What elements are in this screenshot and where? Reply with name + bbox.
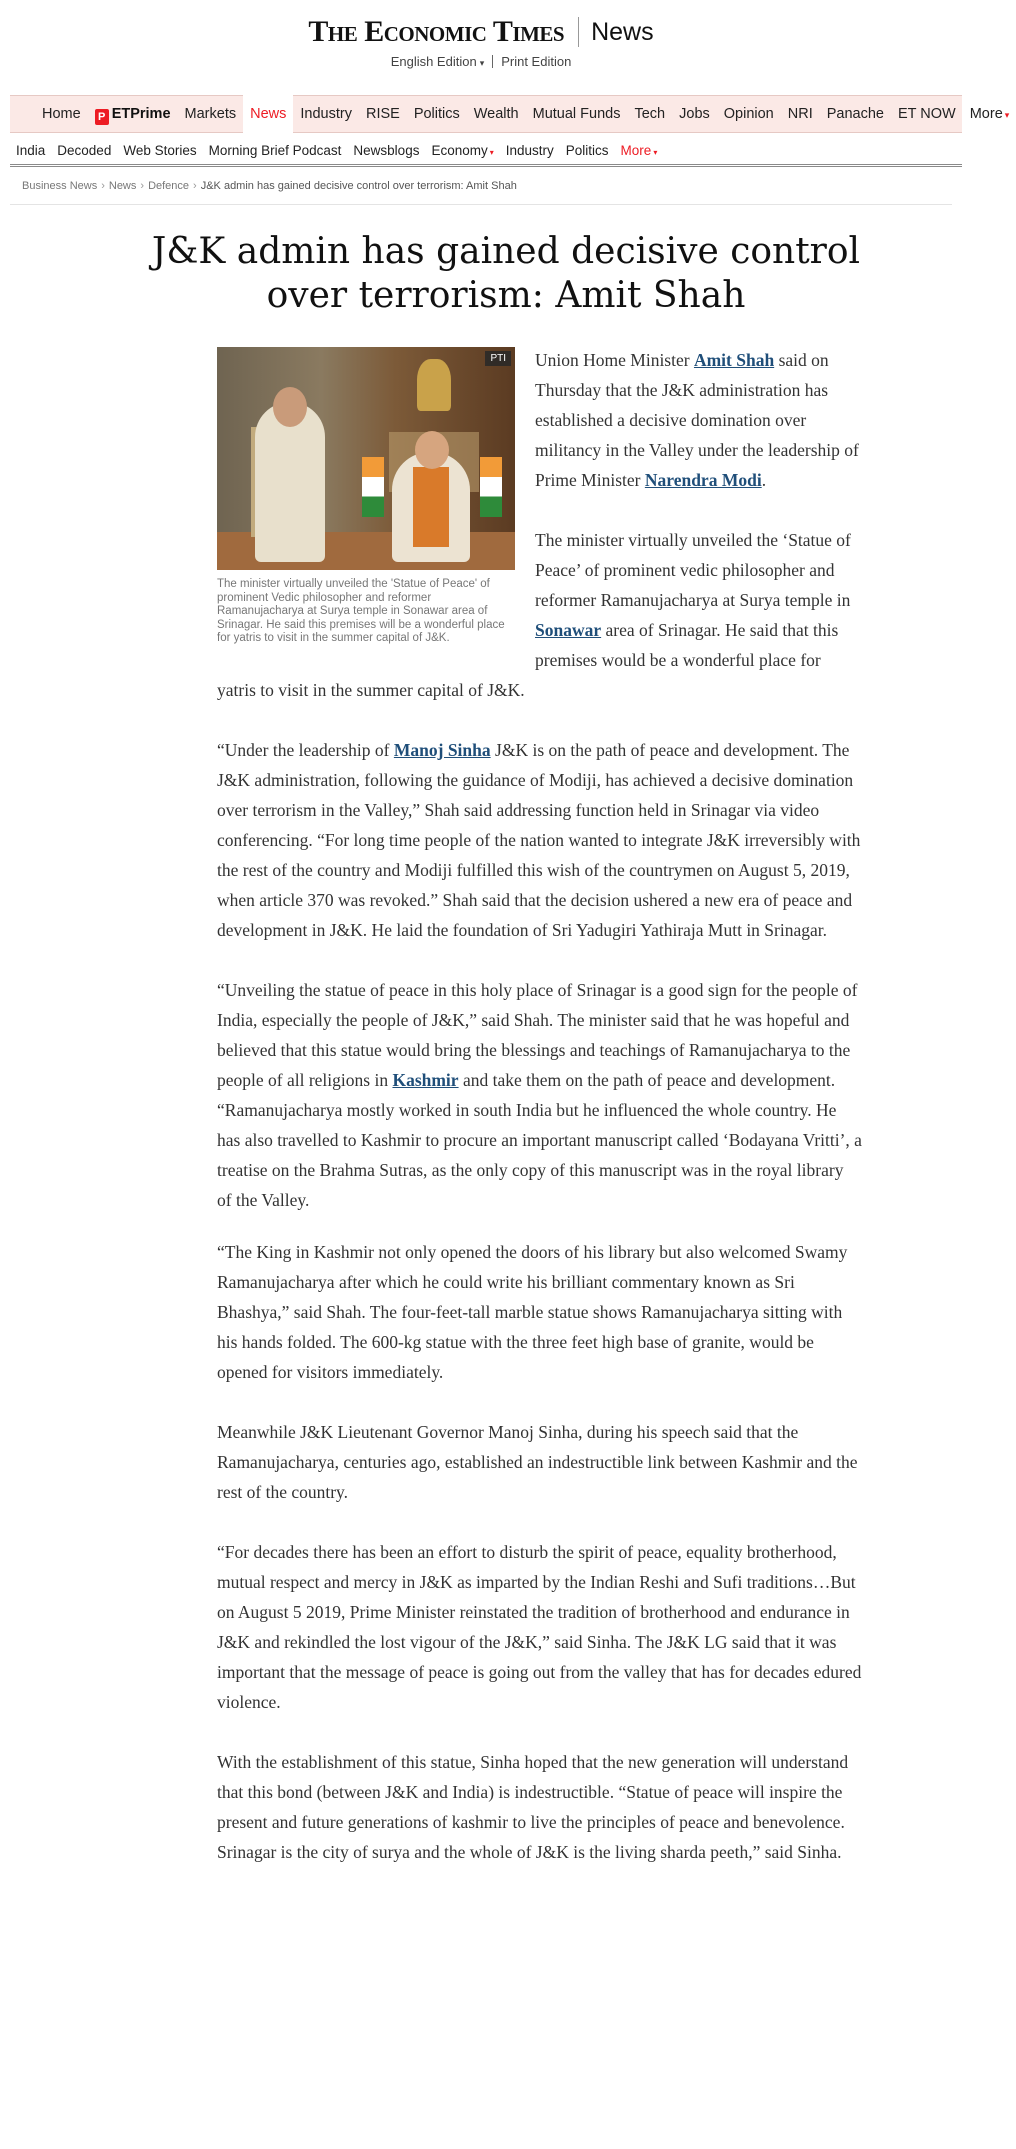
article-paragraph: “Unveiling the statue of peace in this holy place of Srinagar is a good sign for the people of India, especially the people of J&K,” said Shah. The minister said that he was hopeful and believed that this statue would bring the blessings and teachings of Ramanujacharya to the people of all religions in Kashmir and take them on the path of peace and development. “Ramanujacharya mostly worked in south India but he influenced the whole country. He has also travelled to Kashmir to procure an important manuscript called ‘Bodayana Vritti’, a treatise on the Brahma Sutras, as the only copy of this manuscript was in the royal library of the Valley. xyxy=(217,980,862,1210)
nav-etprime-label: ETPrime xyxy=(111,106,171,122)
breadcrumb-current: J&K admin has gained decisive control over terrorism: Amit Shah xyxy=(200,180,517,192)
nav-industry[interactable]: Industry xyxy=(300,106,352,122)
nav-home[interactable]: Home xyxy=(42,106,81,122)
subnav-economy-label: Economy xyxy=(431,143,488,158)
article-paragraph: Union Home Minister Amit Shah said on Thursday that the J&K administration has established a decisive domination over militancy in the Valley under the leadership of Prime Minister Narendra Modi. xyxy=(535,350,859,490)
nav-tech[interactable]: Tech xyxy=(634,106,666,122)
edition-switcher xyxy=(0,54,962,69)
nav-mutual-funds[interactable]: Mutual Funds xyxy=(532,106,621,122)
et-logo[interactable]: The Economic Times xyxy=(308,15,565,48)
article-paragraph: The minister virtually unveiled the ‘Statue of Peace’ of prominent vedic philosopher and reformer Ramanujacharya at Surya temple in Sonawar area of Srinagar. He said that this premises would be a wonderful place for yatris to visit in the summer capital of J&K. xyxy=(217,530,851,700)
article-paragraph: “Under the leadership of Manoj Sinha J&K is on the path of peace and development. The J&K administration, following the guidance of Modiji, has achieved a decisive domination over terrorism in the Valley,” Shah said addressing function held in Srinagar via video conferencing. “For long time people of the nation wanted to integrate J&K irreversibly with the rest of the country and Modiji fulfilled this wish of the countrymen on August 5, 2019, when article 370 was revoked.” Shah said that the decision ushered a new era of peace and development in J&K. He laid the foundation of Sri Yadugiri Yathiraja Mutt in Srinagar. xyxy=(217,740,861,940)
chevron-down-icon: ▾ xyxy=(1004,110,1010,120)
nav-rise[interactable]: RISE xyxy=(365,106,400,122)
subnav-morning-brief-podcast[interactable]: Morning Brief Podcast xyxy=(208,143,342,158)
subnav-more[interactable] xyxy=(615,143,664,158)
main-nav xyxy=(10,95,1010,133)
link-manoj-sinha[interactable]: Manoj Sinha xyxy=(393,740,491,760)
breadcrumb-separator: › xyxy=(140,180,145,192)
subnav-industry[interactable]: Industry xyxy=(505,143,554,158)
breadcrumb-separator: › xyxy=(193,180,197,192)
logo-divider xyxy=(578,17,579,47)
article-body xyxy=(217,345,862,1897)
photo-credit-badge: PTI xyxy=(485,351,511,366)
nav-news[interactable]: News xyxy=(243,95,293,133)
edition-divider xyxy=(492,55,493,68)
nav-et-now[interactable]: ET NOW xyxy=(897,106,956,122)
section-name[interactable]: News xyxy=(591,17,654,46)
figure-spacer xyxy=(217,345,535,672)
subnav-politics[interactable]: Politics xyxy=(565,143,609,158)
breadcrumb-separator: › xyxy=(101,180,105,192)
nav-etprime[interactable] xyxy=(88,95,178,133)
article-paragraph: “For decades there has been an effort to disturb the spirit of peace, equality brotherhood, mutual respect and mercy in J&K as imparted by the Indian Reshi and Sufi traditions…But on August 5 2019, Prime Minister reinstated the tradition of brotherhood and endurance in J&K and rekindled the lost vigour of the J&K,” said Sinha. The J&K LG said that it was important that the message of peace is going out from the valley that has for decades edured violence. xyxy=(217,1542,862,1712)
link-narendra-modi[interactable]: Narendra Modi xyxy=(644,470,762,490)
nav-wealth[interactable]: Wealth xyxy=(473,106,519,122)
nav-more[interactable] xyxy=(963,95,1016,133)
nav-jobs[interactable]: Jobs xyxy=(679,106,710,122)
link-sonawar[interactable]: Sonawar xyxy=(535,620,602,640)
chevron-down-icon: ▾ xyxy=(479,58,485,68)
article-paragraph: Meanwhile J&K Lieutenant Governor Manoj Sinha, during his speech said that the Ramanujacharya, centuries ago, established an indestructible link between Kashmir and the rest of the country. xyxy=(217,1422,858,1502)
link-kashmir[interactable]: Kashmir xyxy=(392,1070,459,1090)
english-edition-dropdown[interactable] xyxy=(391,54,485,69)
article-headline: J&K admin has gained decisive control over terrorism: Amit Shah xyxy=(151,231,861,316)
nav-more-label: More xyxy=(969,106,1003,122)
masthead xyxy=(0,0,962,95)
subnav-india[interactable]: India xyxy=(16,143,46,158)
photo-caption: The minister virtually unveiled the 'Statue of Peace' of prominent Vedic philosopher and reformer Ramanujacharya at Surya temple in Sonawar area of Srinagar. He said this premises will be a wonderful place for yatris to visit in the summer capital of J&K. xyxy=(217,578,505,644)
breadcrumb-defence[interactable]: Defence xyxy=(148,180,190,192)
nav-opinion[interactable]: Opinion xyxy=(723,106,774,122)
breadcrumb-business-news[interactable]: Business News xyxy=(22,180,98,192)
subnav-decoded[interactable]: Decoded xyxy=(57,143,112,158)
subnav-economy[interactable] xyxy=(425,143,499,158)
subnav-newsblogs[interactable]: Newsblogs xyxy=(353,143,420,158)
nav-markets[interactable]: Markets xyxy=(184,106,237,122)
nav-nri[interactable]: NRI xyxy=(787,106,813,122)
subnav-web-stories[interactable]: Web Stories xyxy=(123,143,197,158)
etprime-logo-icon: P xyxy=(95,109,109,125)
nav-panache[interactable]: Panache xyxy=(826,106,884,122)
breadcrumb-divider xyxy=(10,204,952,205)
print-edition-link[interactable]: Print Edition xyxy=(501,54,572,69)
edition-label: English Edition xyxy=(390,54,477,69)
link-amit-shah[interactable]: Amit Shah xyxy=(693,350,775,370)
chevron-down-icon: ▾ xyxy=(653,148,658,157)
subnav-more-label: More xyxy=(620,143,652,158)
breadcrumb xyxy=(22,180,517,192)
breadcrumb-news[interactable]: News xyxy=(108,180,137,192)
article-paragraph: With the establishment of this statue, Sinha hoped that the new generation will understand that this bond (between J&K and India) is indestructible. “Statue of peace will inspire the present and future generations of kashmir to live the principles of peace and benevolence. Srinagar is the city of surya and the whole of J&K is the living sharda peeth,” said Sinha. xyxy=(217,1752,849,1862)
nav-politics[interactable]: Politics xyxy=(413,106,460,122)
article-paragraph: “The King in Kashmir not only opened the doors of his library but also welcomed Swamy Ramanujacharya after which he could write his brilliant commentary known as Sri Bhashya,” said Shah. The four-feet-tall marble statue shows Ramanujacharya sitting with his hands folded. The 600-kg statue with the three feet high base of granite, would be opened for visitors immediately. xyxy=(217,1242,848,1382)
sub-nav xyxy=(10,137,962,167)
chevron-down-icon: ▾ xyxy=(489,148,494,157)
